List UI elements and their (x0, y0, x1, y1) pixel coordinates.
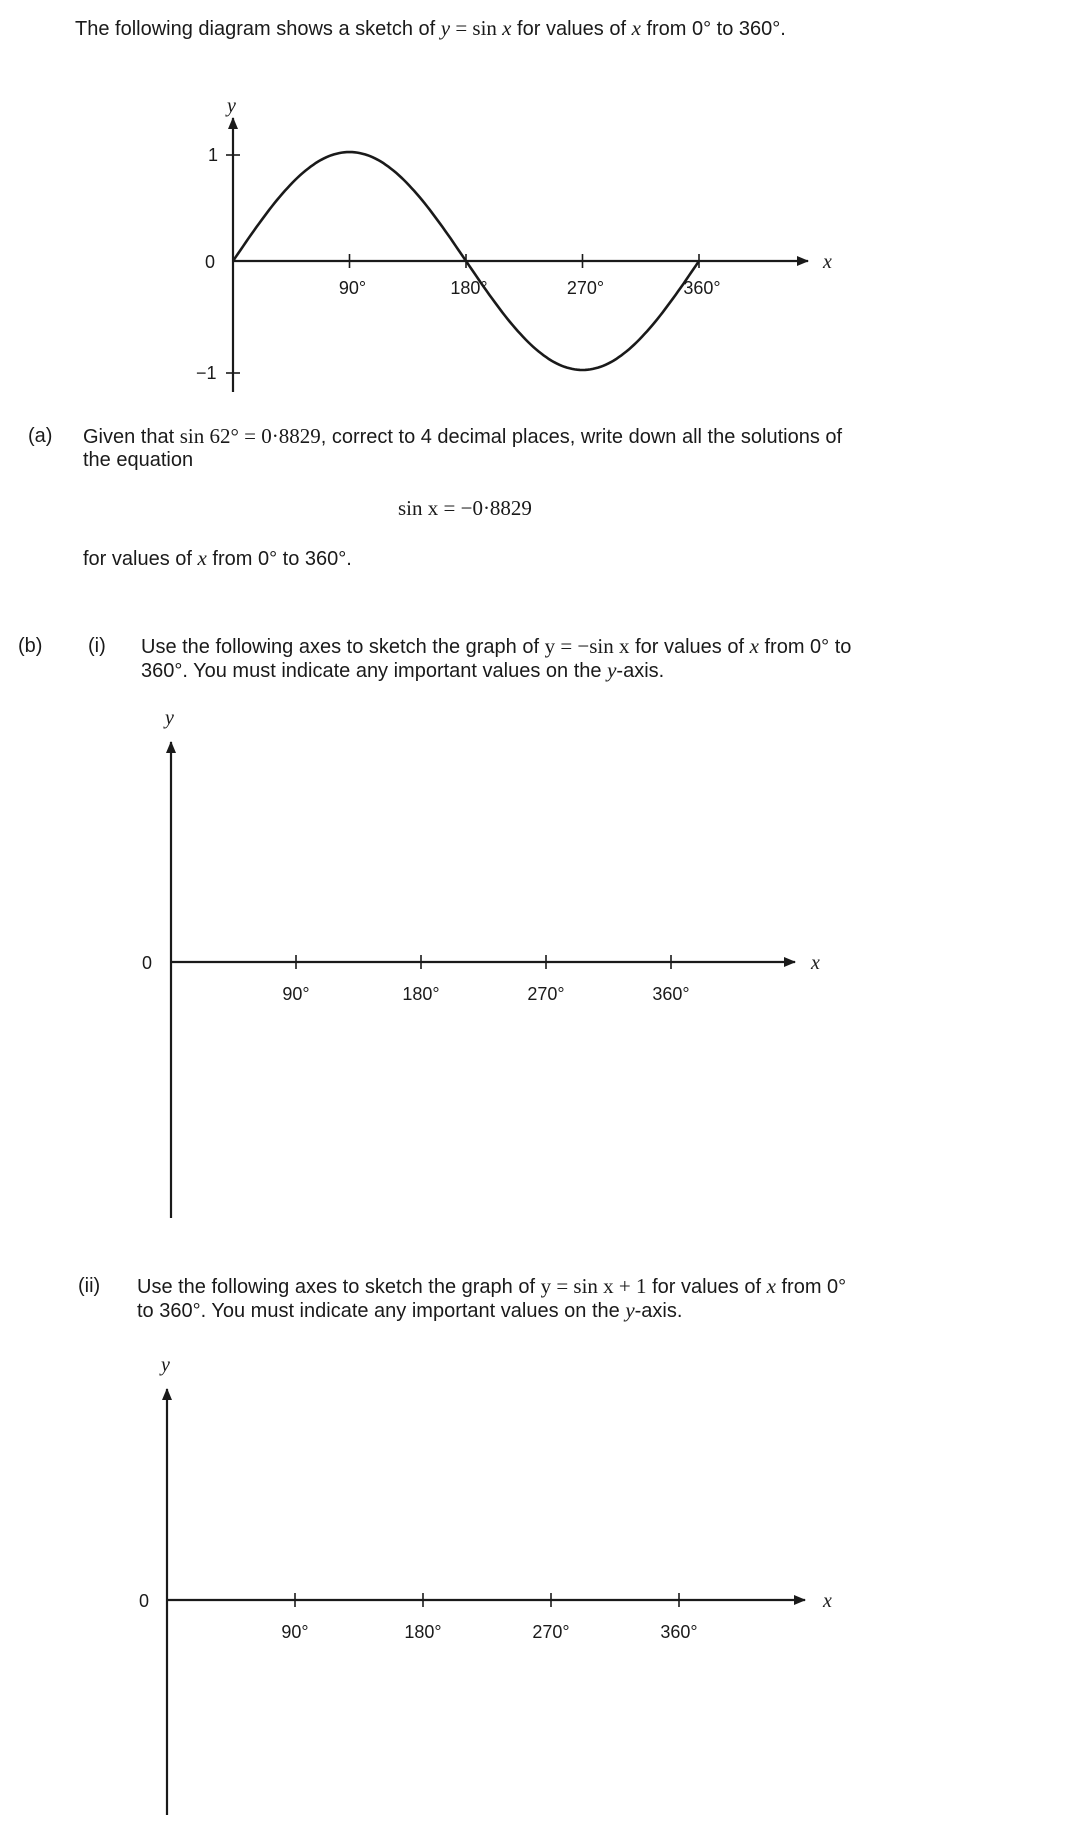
part-b-ii-line2: to 360°. You must indicate any important values on the y-axis. (137, 1298, 683, 1322)
x-tick-label-4: 360° (652, 984, 690, 1004)
part-b-ii-label: (ii) (78, 1275, 101, 1297)
x-axis-label: x (823, 1590, 832, 1612)
part-a-line3: for values of x from 0° to 360°. (83, 546, 352, 570)
part-b-ii-line1: Use the following axes to sketch the graph of y = sin x + 1 for values of x from 0° (137, 1274, 847, 1298)
part-b-i-label: (i) (88, 635, 106, 657)
y-tick-label-0: 0 (205, 252, 216, 272)
y-tick-label-1: 1 (208, 145, 219, 165)
y-axis-label: y (165, 707, 174, 729)
y-axis-label: y (227, 95, 236, 117)
x-axis-label: x (811, 952, 820, 974)
part-a-equation: sin x = −0·8829 (398, 496, 532, 520)
x-tick-label-2: 180° (404, 1622, 442, 1642)
x-axis-label: x (823, 251, 832, 273)
x-tick-label-1: 90° (281, 1622, 309, 1642)
part-a-line1: Given that sin 62° = 0·8829, correct to 4 decimal places, write down all the solutions of (83, 424, 843, 448)
origin-label: 0 (139, 1591, 150, 1611)
x-tick-label-2: 180° (402, 984, 440, 1004)
part-a-line2: the equation (83, 449, 194, 471)
part-b-i-line1: Use the following axes to sketch the graph of y = −sin x for values of x from 0° to (141, 634, 852, 658)
x-tick-label-1: 90° (338, 278, 367, 298)
x-tick-label-1: 90° (282, 984, 310, 1004)
x-tick-label-3: 270° (566, 278, 605, 298)
origin-label: 0 (142, 953, 153, 973)
part-a-label: (a) (28, 425, 53, 447)
intro-text: The following diagram shows a sketch of y = sin x for values of x from 0° to 360°. (75, 16, 786, 40)
x-tick-label-2: 180° (450, 278, 488, 298)
y-tick-label-minus1: −1 (196, 363, 217, 383)
y-axis-label: y (161, 1354, 170, 1376)
x-tick-label-4: 360° (660, 1622, 698, 1642)
x-tick-label-3: 270° (527, 984, 565, 1004)
part-b-label: (b) (18, 635, 43, 657)
part-b-i-line2: 360°. You must indicate any important values on the y-axis. (141, 658, 665, 682)
x-tick-label-3: 270° (532, 1622, 570, 1642)
x-tick-label-4: 360° (683, 278, 721, 298)
